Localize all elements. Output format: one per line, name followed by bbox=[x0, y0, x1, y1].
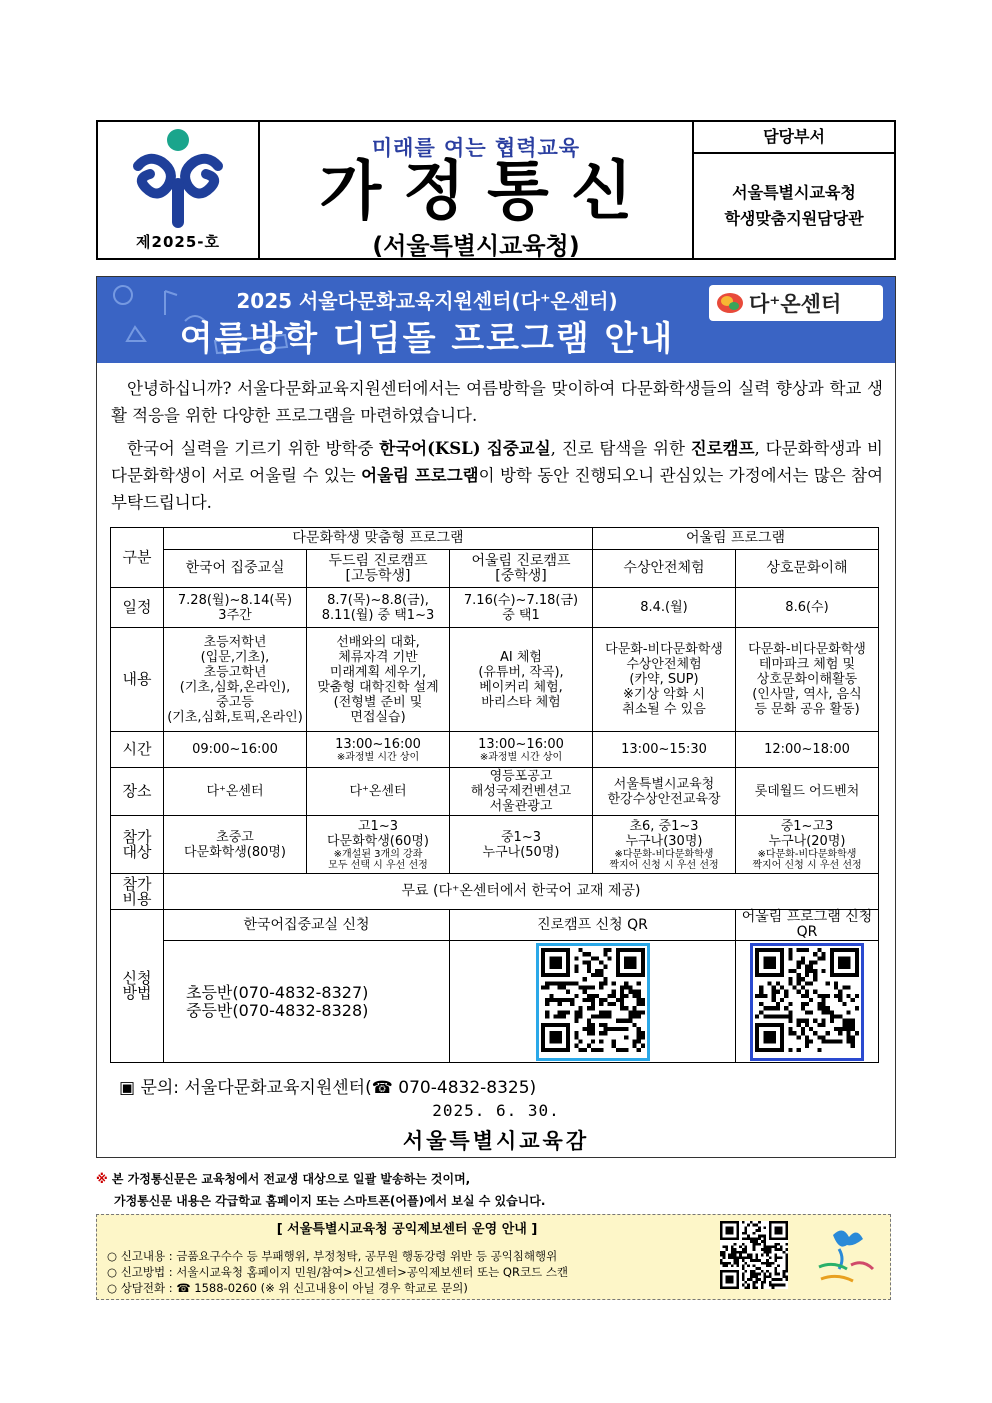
department-name bbox=[694, 154, 894, 258]
phone-elementary: 초등반(070-4832-8327) bbox=[186, 982, 369, 1002]
whistleblower-center-box bbox=[96, 1214, 891, 1300]
cell-target-harmony-camp: 중1~3 누구나(50명) bbox=[450, 816, 593, 874]
cell-place-harmony-camp: 영등포공고 해성국제컨벤션고 서울관광고 bbox=[450, 768, 593, 816]
cell-time-intercultural: 12:00~18:00 bbox=[736, 732, 879, 768]
apply-header-harmony: 어울림 프로그램 신청 QR bbox=[736, 910, 879, 941]
table-row bbox=[111, 910, 879, 941]
cell-time-korean: 09:00~16:00 bbox=[164, 732, 307, 768]
daon-center-logo bbox=[709, 285, 883, 321]
phone-secondary: 중등반(070-4832-8328) bbox=[186, 1000, 369, 1020]
department-cell bbox=[694, 122, 894, 258]
logo-cell bbox=[98, 122, 260, 258]
slogan: 미래를 여는 협력교육 bbox=[371, 136, 581, 160]
newsletter-header bbox=[96, 120, 896, 260]
program-banner bbox=[97, 277, 895, 363]
issue-number: 제2025-호 bbox=[136, 233, 220, 251]
report-line-content: ○ 신고내용 : 금품요구수수 등 부패행위, 부정청탁, 공무원 행동강령 위반 등 공익침해행위 bbox=[107, 1249, 558, 1263]
table-row bbox=[111, 528, 879, 550]
table-row bbox=[111, 732, 879, 768]
cell-content-dodream: 선배와의 대화, 체류자격 기반 미래계획 세우기, 맞춤형 대학진학 설계 (전형별 준비 및 면접실습) bbox=[307, 628, 450, 732]
cell-content-water: 다문화-비다문화학생 수상안전체험 (카약, SUP) ※기상 악화 시 취소될 수 있음 bbox=[593, 628, 736, 732]
issue-date: 2025. 6. 30. bbox=[432, 1101, 560, 1120]
cell-place-water: 서울특별시교육청 한강수상안전교육장 bbox=[593, 768, 736, 816]
cell-target-dodream: 고1~3 다문화학생(60명) ※개설된 3개의 강좌 모두 선택 시 우선 선정 bbox=[307, 816, 450, 874]
main-content bbox=[96, 276, 896, 1158]
qr-code-icon bbox=[755, 948, 859, 1052]
department-label: 담당부서 bbox=[694, 122, 894, 154]
cell-target-intercultural: 중1~고3 누구나(20명) ※다문화-비다문화학생 짝지어 신청 시 우선 선정 bbox=[736, 816, 879, 874]
daon-logo-text: 다⁺온센터 bbox=[749, 292, 842, 316]
category-header: 구분 bbox=[111, 528, 164, 588]
page-subtitle: (서울특별시교육청) bbox=[372, 232, 580, 260]
cell-time-water: 13:00~15:30 bbox=[593, 732, 736, 768]
seoul-education-emblem-icon bbox=[128, 126, 228, 230]
intro-paragraph-1: 안녕하십니까? 서울다문화교육지원센터에서는 여름방학을 맞이하여 다문화학생들의 실력 향상과 학교 생활 적응을 위한 다양한 프로그램을 마련하였습니다. bbox=[111, 379, 883, 425]
report-qr-code[interactable] bbox=[720, 1221, 788, 1293]
col-header-harmony-camp: 어울림 진로캠프 [중학생] bbox=[450, 550, 593, 588]
cell-schedule-water: 8.4.(월) bbox=[593, 588, 736, 628]
col-header-dodream: 두드림 진로캠프 [고등학생] bbox=[307, 550, 450, 588]
apply-header-camp: 진로캠프 신청 QR bbox=[450, 910, 736, 941]
intro-text-a: 한국어 실력을 기르기 위한 방학중 bbox=[127, 439, 380, 458]
cell-schedule-dodream: 8.7(목)~8.8(금), 8.11(월) 중 택1~3 bbox=[307, 588, 450, 628]
row-label-content: 내용 bbox=[111, 628, 164, 732]
cell-fee: 무료 (다⁺온센터에서 한국어 교재 제공) bbox=[164, 874, 879, 910]
notice-line1: 본 가정통신문은 교육청에서 전교생 대상으로 일괄 발송하는 것이며, bbox=[111, 1172, 471, 1186]
col-header-intercultural: 상호문화이해 bbox=[736, 550, 879, 588]
signer: 서울특별시교육감 bbox=[402, 1128, 590, 1153]
row-label-target: 참가 대상 bbox=[111, 816, 164, 874]
distribution-notice bbox=[96, 1168, 896, 1212]
table-row bbox=[111, 628, 879, 732]
contact-info: ▣ 문의: 서울다문화교육지원센터(☎ 070-4832-8325) bbox=[119, 1078, 537, 1098]
table-row bbox=[111, 768, 879, 816]
col-header-korean: 한국어 집중교실 bbox=[164, 550, 307, 588]
cell-content-harmony-camp: AI 체험 (유튜버, 작곡), 베이커리 체험, 바리스타 체험 bbox=[450, 628, 593, 732]
cell-content-intercultural: 다문화-비다문화학생 테마파크 체험 및 상호문화이해활동 (인사말, 역사, 음식 등 문화 공유 활동) bbox=[736, 628, 879, 732]
harmony-qr-code[interactable] bbox=[750, 943, 864, 1061]
cell-content-korean: 초등저학년 (입문,기초), 초등고학년 (기초,심화,온라인), 중고등 (기초,심화,토픽,온라인) bbox=[164, 628, 307, 732]
banner-subtitle: 2025 서울다문화교육지원센터(다⁺온센터) bbox=[236, 289, 618, 313]
department-line2: 학생맞춤지원담당관 bbox=[724, 209, 864, 228]
camp-qr-code[interactable] bbox=[536, 943, 650, 1061]
table-row bbox=[111, 874, 879, 910]
table-row bbox=[111, 816, 879, 874]
intro-text-g: 이 방학 동안 진행되오니 관심있는 가정에서는 많은 참여 부탁드립니다. bbox=[111, 466, 884, 512]
qr-code-icon bbox=[541, 948, 645, 1052]
group-header-harmony: 어울림 프로그램 bbox=[593, 528, 879, 550]
qr-code-icon bbox=[720, 1221, 788, 1289]
report-title: [ 서울특별시교육청 공익제보센터 운영 안내 ] bbox=[276, 1222, 538, 1237]
report-lines bbox=[107, 1248, 568, 1296]
program-table bbox=[110, 527, 879, 1063]
cell-schedule-intercultural: 8.6(수) bbox=[736, 588, 879, 628]
cell-place-dodream: 다⁺온센터 bbox=[307, 768, 450, 816]
col-header-water-safety: 수상안전체험 bbox=[593, 550, 736, 588]
cell-schedule-harmony-camp: 7.16(수)~7.18(금) 중 택1 bbox=[450, 588, 593, 628]
page-title: 가정통신 bbox=[319, 155, 655, 229]
department-line1: 서울특별시교육청 bbox=[732, 183, 856, 202]
cell-time-dodream: 13:00~16:00 ※과정별 시간 상이 bbox=[307, 732, 450, 768]
cell-place-korean: 다⁺온센터 bbox=[164, 768, 307, 816]
intro-text-c: , 진로 탐색을 위한 bbox=[550, 439, 691, 458]
group-header-multicultural: 다문화학생 맞춤형 프로그램 bbox=[164, 528, 593, 550]
apply-header-korean: 한국어집중교실 신청 bbox=[164, 910, 450, 941]
apply-camp-qr-cell bbox=[450, 941, 736, 1063]
cell-place-intercultural: 롯데월드 어드벤처 bbox=[736, 768, 879, 816]
report-line-method: ○ 신고방법 : 서울시교육청 홈페이지 민원/참여>신고센터>공익제보센터 또는 QR코드 스캔 bbox=[107, 1265, 569, 1279]
table-row bbox=[111, 941, 879, 1063]
notice-mark: ※ bbox=[96, 1172, 108, 1186]
daon-logo-icon bbox=[715, 290, 745, 316]
title-cell bbox=[260, 122, 694, 258]
seoul-education-mascot-icon bbox=[813, 1225, 877, 1291]
intro-paragraph-2 bbox=[111, 435, 883, 516]
banner-title: 여름방학 디딤돌 프로그램 안내 bbox=[179, 319, 675, 359]
row-label-place: 장소 bbox=[111, 768, 164, 816]
table-row bbox=[111, 588, 879, 628]
cell-time-harmony-camp: 13:00~16:00 ※과정별 시간 상이 bbox=[450, 732, 593, 768]
intro-text-e: , 다문화학생과 비다문화학생이 서로 어울릴 수 있는 bbox=[111, 439, 883, 485]
intro-text bbox=[111, 375, 883, 522]
notice-line2: 가정통신문 내용은 각급학교 홈페이지 또는 스마트폰(어플)에서 보실 수 있습니다. bbox=[114, 1194, 546, 1208]
intro-highlight-harmony: 어울림 프로그램 bbox=[361, 466, 479, 485]
intro-highlight-ksl: 한국어(KSL) 집중교실 bbox=[379, 439, 551, 458]
cell-schedule-korean: 7.28(월)~8.14(목) 3주간 bbox=[164, 588, 307, 628]
row-label-schedule: 일정 bbox=[111, 588, 164, 628]
row-label-time: 시간 bbox=[111, 732, 164, 768]
cell-target-korean: 초중고 다문화학생(80명) bbox=[164, 816, 307, 874]
intro-highlight-camp: 진로캠프 bbox=[690, 439, 755, 458]
row-label-apply: 신청 방법 bbox=[111, 910, 164, 1063]
cell-target-water: 초6, 중1~3 누구나(30명) ※다문화-비다문화학생 짝지어 신청 시 우선 선정 bbox=[593, 816, 736, 874]
row-label-fee: 참가 비용 bbox=[111, 874, 164, 910]
apply-phones bbox=[164, 941, 450, 1063]
apply-harmony-qr-cell bbox=[736, 941, 879, 1063]
report-line-phone: ○ 상담전화 : ☎ 1588-0260 (※ 위 신고내용이 아닐 경우 학교로 문의) bbox=[107, 1281, 468, 1295]
table-row bbox=[111, 550, 879, 588]
